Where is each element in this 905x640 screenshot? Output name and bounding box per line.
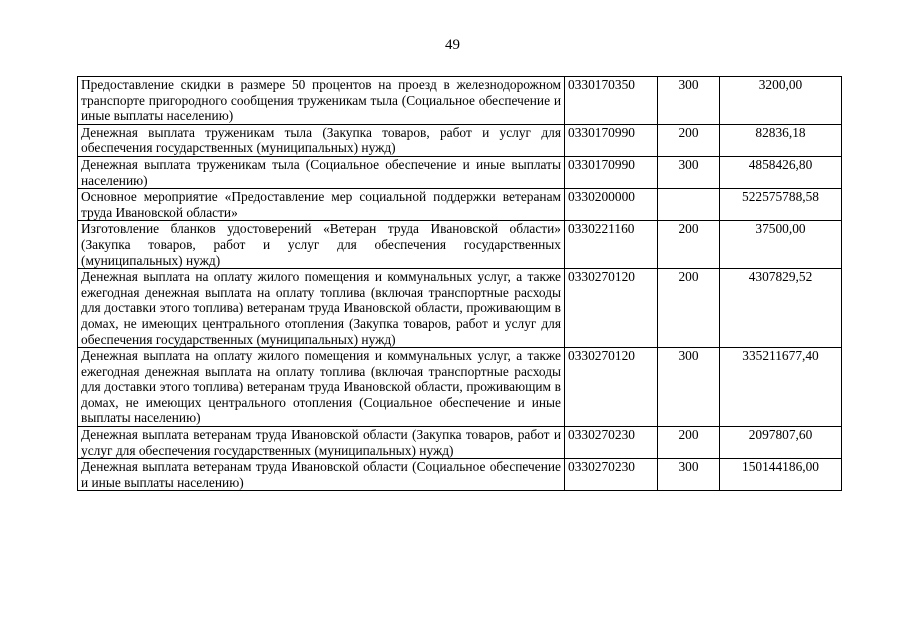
row-description: Денежная выплата труженикам тыла (Закупка товаров, работ и услуг для обеспечения государственных (муниципальных) нужд) xyxy=(78,124,565,156)
row-description: Денежная выплата на оплату жилого помещения и коммунальных услуг, а также ежегодная денежная выплата на оплату топлива (включая транспортные расходы для доставки этого топлива) ветеранам труда Ивановской области, проживающим в домах, не имеющих центрального отопления (Социальное обеспечение и иные выплаты населению) xyxy=(78,348,565,427)
row-target-code: 0330270230 xyxy=(565,427,658,459)
row-description: Предоставление скидки в размере 50 процентов на проезд в железнодорожном транспорте пригородного сообщения труженикам тыла (Социальное обеспечение и иные выплаты населению) xyxy=(78,77,565,125)
row-amount: 2097807,60 xyxy=(720,427,842,459)
table-row xyxy=(78,124,842,156)
budget-table xyxy=(77,76,842,491)
row-target-code: 0330270120 xyxy=(565,269,658,348)
table-row xyxy=(78,348,842,427)
row-description: Денежная выплата ветеранам труда Ивановской области (Социальное обеспечение и иные выплаты населению) xyxy=(78,459,565,491)
row-amount: 82836,18 xyxy=(720,124,842,156)
row-target-code: 0330170350 xyxy=(565,77,658,125)
row-target-code: 0330170990 xyxy=(565,124,658,156)
row-description: Денежная выплата ветеранам труда Ивановской области (Закупка товаров, работ и услуг для обеспечения государственных (муниципальных) нужд) xyxy=(78,427,565,459)
table-row xyxy=(78,156,842,188)
row-target-code: 0330270230 xyxy=(565,459,658,491)
table-row xyxy=(78,189,842,221)
row-amount: 150144186,00 xyxy=(720,459,842,491)
row-expense-type: 200 xyxy=(658,427,720,459)
row-amount: 37500,00 xyxy=(720,221,842,269)
row-target-code: 0330200000 xyxy=(565,189,658,221)
row-description: Денежная выплата труженикам тыла (Социальное обеспечение и иные выплаты населению) xyxy=(78,156,565,188)
table-row xyxy=(78,77,842,125)
row-amount: 335211677,40 xyxy=(720,348,842,427)
row-amount: 3200,00 xyxy=(720,77,842,125)
page-number: 49 xyxy=(445,37,460,53)
row-expense-type: 300 xyxy=(658,156,720,188)
row-expense-type: 300 xyxy=(658,459,720,491)
table-row xyxy=(78,427,842,459)
table-row xyxy=(78,221,842,269)
row-description: Основное мероприятие «Предоставление мер социальной поддержки ветеранам труда Ивановской области» xyxy=(78,189,565,221)
row-target-code: 0330270120 xyxy=(565,348,658,427)
table-row xyxy=(78,269,842,348)
row-description: Изготовление бланков удостоверений «Ветеран труда Ивановской области» (Закупка товаров, работ и услуг для обеспечения государственных (муниципальных) нужд) xyxy=(78,221,565,269)
row-expense-type: 200 xyxy=(658,124,720,156)
row-amount: 4858426,80 xyxy=(720,156,842,188)
row-expense-type: 200 xyxy=(658,221,720,269)
row-expense-type xyxy=(658,189,720,221)
row-amount: 522575788,58 xyxy=(720,189,842,221)
row-description: Денежная выплата на оплату жилого помещения и коммунальных услуг, а также ежегодная денежная выплата на оплату топлива (включая транспортные расходы для доставки этого топлива) ветеранам труда Ивановской области, проживающим в домах, не имеющих центрального отопления (Закупка товаров, работ и услуг для обеспечения государственных (муниципальных) нужд) xyxy=(78,269,565,348)
row-target-code: 0330221160 xyxy=(565,221,658,269)
row-expense-type: 300 xyxy=(658,348,720,427)
row-expense-type: 200 xyxy=(658,269,720,348)
table-row xyxy=(78,459,842,491)
row-target-code: 0330170990 xyxy=(565,156,658,188)
row-expense-type: 300 xyxy=(658,77,720,125)
budget-table-body xyxy=(78,77,842,491)
row-amount: 4307829,52 xyxy=(720,269,842,348)
